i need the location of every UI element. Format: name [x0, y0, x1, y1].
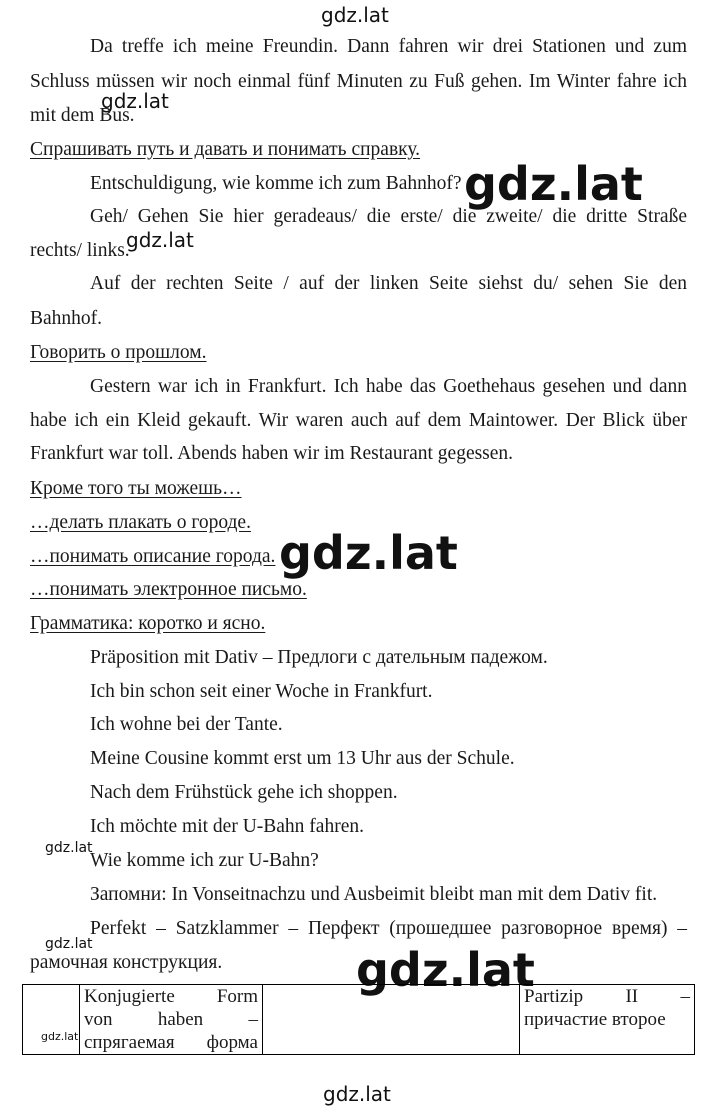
grammar-line: Ich bin schon seit einer Woche in Frankfurt. — [90, 681, 433, 702]
paragraph-line: Gestern war ich in Frankfurt. Ich habe das Goethehaus gesehen und dann — [90, 376, 687, 397]
grammar-line: Meine Cousine kommt erst um 13 Uhr aus der Schule. — [90, 748, 515, 769]
grammar-line: Präposition mit Dativ – Предлоги с дательным падежом. — [90, 647, 548, 668]
cell-text: Partizip II – — [524, 986, 690, 1007]
grammar-line: рамочная конструкция. — [30, 952, 223, 973]
grammar-line: Nach dem Frühstück gehe ich shoppen. — [90, 782, 398, 803]
paragraph-line: Da treffe ich meine Freundin. Dann fahren wir drei Stationen und zum — [90, 36, 687, 57]
cell-text: причастие второе — [524, 1009, 666, 1030]
section-heading: Спрашивать путь и давать и понимать справку. — [30, 139, 421, 160]
watermark-bottom: gdz.lat — [323, 1082, 391, 1106]
watermark: gdz.lat — [279, 526, 458, 580]
table-cell — [263, 985, 520, 1055]
paragraph-line: mit dem Bus. — [30, 105, 135, 126]
grammar-line: Wie komme ich zur U-Bahn? — [90, 850, 319, 871]
watermark: gdz.lat — [45, 840, 93, 856]
paragraph-line: Bahnhof. — [30, 308, 103, 329]
paragraph-line: Frankfurt war toll. Abends haben wir im Restaurant gegessen. — [30, 443, 514, 464]
grammar-line: Ich wohne bei der Tante. — [90, 714, 283, 735]
paragraph-line: Geh/ Gehen Sie hier geradeaus/ die erste/ die zweite/ die dritte Straße — [90, 206, 687, 227]
section-heading: …понимать описание города. — [30, 546, 276, 567]
watermark: gdz.lat — [464, 157, 643, 211]
table-cell — [23, 985, 80, 1055]
table-cell — [80, 985, 263, 1055]
table-row — [23, 985, 695, 1055]
watermark: gdz.lat — [45, 936, 93, 952]
section-heading: Грамматика: коротко и ясно. — [30, 613, 266, 634]
grammar-line: Perfekt – Satzklammer – Перфект (прошедшее разговорное время) – — [90, 918, 687, 939]
paragraph-line: Entschuldigung, wie komme ich zum Bahnhof? — [90, 173, 462, 194]
paragraph-line: Auf der rechten Seite / auf der linken Seite siehst du/ sehen Sie den — [90, 273, 687, 294]
cell-text: спрягаемая форма — [84, 1032, 258, 1053]
watermark: gdz.lat — [126, 228, 194, 252]
section-heading: Кроме того ты можешь… — [30, 478, 242, 499]
section-heading: …понимать электронное письмо. — [30, 579, 307, 600]
perfekt-table — [22, 984, 695, 1055]
paragraph-line: habe ich ein Kleid gekauft. Wir waren auch auf dem Maintower. Der Blick über — [30, 410, 687, 431]
watermark: gdz.lat — [356, 943, 535, 997]
watermark: gdz.lat — [101, 89, 169, 113]
grammar-line: Запомни: In Vonseitnachzu und Ausbeimit bleibt man mit dem Dativ fit. — [90, 884, 658, 905]
paragraph-line: rechts/ links. — [30, 240, 130, 261]
section-heading: …делать плакать о городе. — [30, 512, 251, 533]
cell-text: von haben – — [84, 1009, 258, 1030]
cell-text: Konjugierte Form — [84, 986, 258, 1007]
section-heading: Говорить о прошлом. — [30, 342, 207, 363]
watermark: gdz.lat — [41, 1030, 79, 1043]
watermark-top: gdz.lat — [321, 3, 389, 27]
table-cell — [520, 985, 695, 1055]
paragraph-line: Schluss müssen wir noch einmal fünf Minuten zu Fuß gehen. Im Winter fahre ich — [30, 71, 687, 92]
grammar-line: Ich möchte mit der U-Bahn fahren. — [90, 816, 364, 837]
